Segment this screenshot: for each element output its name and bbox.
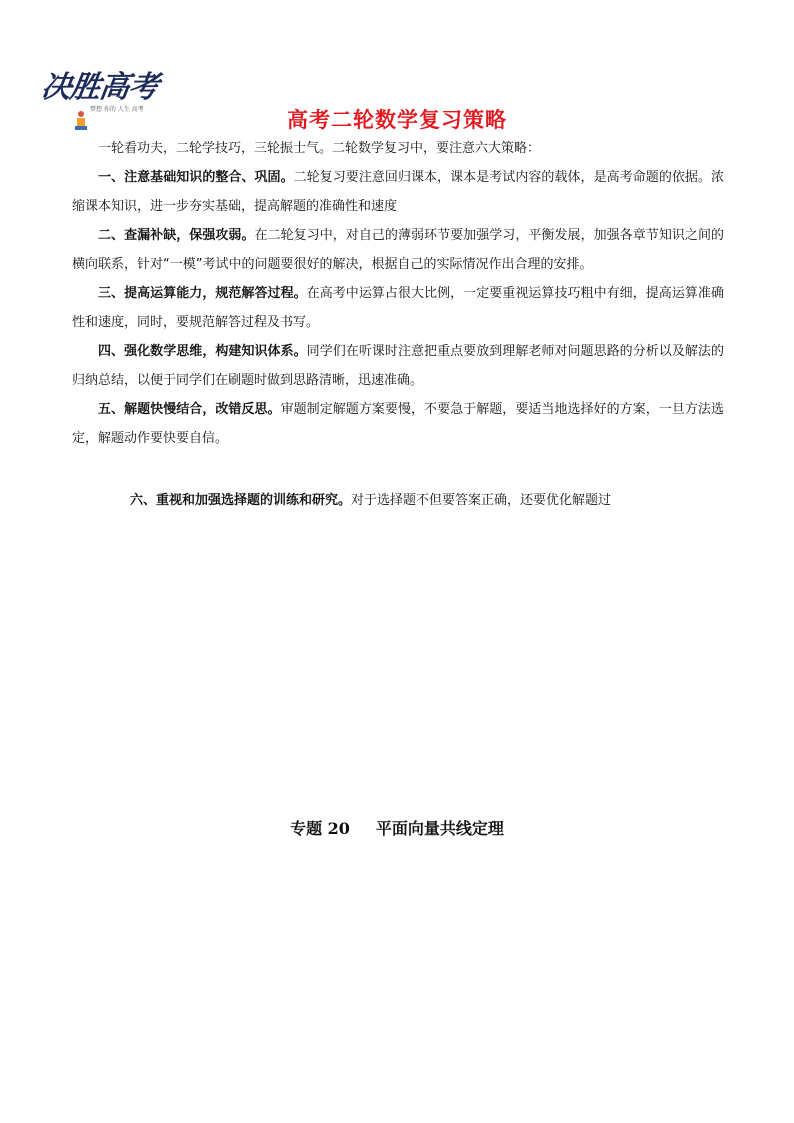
strategy-heading: 六、重视和加强选择题的训练和研究。 [130, 493, 352, 508]
strategy-paragraph-3 [72, 279, 724, 337]
strategy-paragraph-4 [72, 337, 724, 395]
topic-number: 专题 20 [290, 819, 350, 838]
strategy-body: 同学们在听课时注意把重点要放到理解老师对问题思路的分析以及解法的归纳总结，以便于同学们在刷题时做到思路清晰，迅速准确。 [72, 344, 724, 388]
topic-name: 平面向量共线定理 [375, 819, 504, 838]
strategy-heading: 三、提高运算能力，规范解答过程。 [98, 286, 307, 301]
strategy-body: 在二轮复习中，对自己的薄弱环节要加强学习，平衡发展，加强各章节知识之间的横向联系，针对“一模”考试中的问题要很好的解决，根据自己的实际情况作出合理的安排。 [72, 228, 724, 272]
strategy-heading: 四、强化数学思维，构建知识体系。 [98, 344, 307, 359]
logo-text: 决胜高考 [39, 70, 160, 105]
topic-heading [0, 816, 794, 839]
strategy-heading: 一、注意基础知识的整合、巩固。 [98, 170, 294, 185]
strategy-paragraph-1 [72, 163, 724, 221]
strategy-body: 审题制定解题方案要慢，不要急于解题，要适当地选择好的方案，一旦方法选定，解题动作要快要自信。 [72, 402, 724, 446]
page-title: 高考二轮数学复习策略 [287, 108, 507, 132]
strategy-list [72, 134, 724, 453]
strategy-body: 在高考中运算占很大比例，一定要重视运算技巧粗中有细，提高运算准确性和速度，同时，要规范解答过程及书写。 [72, 286, 724, 330]
strategy-paragraph-2 [72, 221, 724, 279]
strategy-body: 二轮复习要注意回归课本，课本是考试内容的载体，是高考命题的依据。浓缩课本知识，进一步夯实基础，提高解题的准确性和速度 [72, 170, 724, 214]
strategy-heading: 二、查漏补缺，保强攻弱。 [98, 228, 255, 243]
strategy-body: 对于选择题不但要答案正确，还要优化解题过 [351, 493, 612, 508]
logo-slogan: 梦想 你的 人生 高考 [90, 106, 144, 113]
strategy-paragraph-6 [130, 491, 611, 511]
strategy-paragraph-5 [72, 395, 724, 453]
strategy-heading: 五、解题快慢结合，改错反思。 [98, 402, 281, 417]
intro-paragraph: 一轮看功夫，二轮学技巧，三轮振士气。二轮数学复习中，要注意六大策略： [98, 141, 541, 156]
